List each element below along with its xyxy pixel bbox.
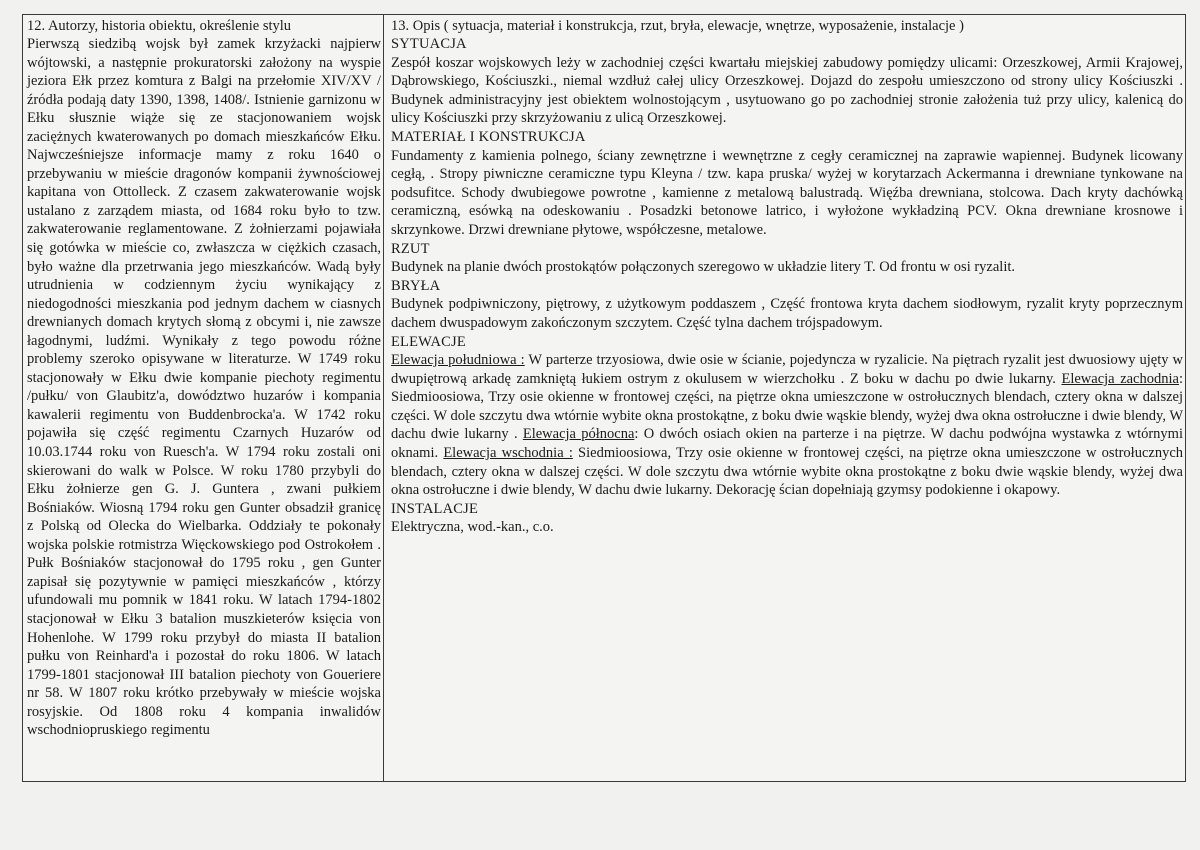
elevation-east-text: Siedmioosiowa, Trzy osie okienne w frontowej części, na piętrze okna umieszczone w ostrołucznych blendach, cztery okna w dalszej części. W dole szczytu dwa wtórnie wybite okna prostokątne z boku dwie wąskie blendy, wyżej dwa okna ostrołuczne i dwie blendy, W dachu dwie lukarny. Dekorację ścian dopełniają gzymsy podokienne i okapowy.	[391, 445, 1184, 499]
section-title-rzut: RZUT	[391, 240, 430, 257]
elevation-south-text: W parterze trzyosiowa, dwie osie w ścianie, pojedyncza w ryzalicie. Na piętrach ryzalit jest dwuosiowy ujęty w dwupiętrową arkadę zamkniętą łukiem ostrym z okulusem w wierzchołku . Z boku w dachu po dwie lukarny.	[391, 352, 1183, 387]
history-heading: 12. Autorzy, historia obiektu, określenie stylu	[27, 18, 292, 34]
elevation-north-label: Elewacja północna	[522, 426, 635, 443]
elevation-north-text: : O dwóch osiach okien na parterze i na piętrze. W dachu podwójna wystawka z wtórnymi oknami.	[391, 426, 1183, 462]
section-title-instalacje: INSTALACJE	[391, 500, 479, 517]
form-sheet	[22, 14, 1186, 782]
history-text: Pierwszą siedzibą wojsk był zamek krzyżacki najpierw wójtowski, a następnie prokuratorski założony na wyspie jeziora Ełk przez komtura z Balgi na przełomie XIV/XV / źródła podają daty 1390, 1398, 1408/. Istnienie garnizonu w Ełku słusznie wiąże się ze stacjonowaniem wojsk zaciężnych kwaterowanych po domach mieszkańców Ełku. Najwcześniejsze informacje mamy z roku 1640 o przebywaniu w mieście dragonów kompanii żywnościowej kapitana von Ottolleck. Z czasem zakwaterowanie wojsk ustalano z zarządem miasta, od 1684 roku było to tzw. zakwaterowanie reglamentowane. Z żołnierzami pojawiała się gotówka w mieście co, zwłaszcza w ciężkich czasach, było ważne dla przetrwania jego mieszkańców. Wadą były utrudnienia w codziennym życiu wynikający z niedogodności mieszkania pod jednym dachem w ciasnych drewnianych domach krytych słomą z obcymi i, nie zawsze łagodnymi, ludźmi. Wynikały z tego powodu różne problemy szeroko opisywane w literaturze. W 1749 roku stacjonowały w Ełku dwie kompanie piechoty regimentu /pułku/ von Glaubitz'a, dowództwo huzarów i kompania kawalerii regimentu von Buddenbrocka'a. W 1742 roku pojawiła się część regimentu Czarnych Huzarów od 10.03.1744 roku von Ruesch'a. W 1794 roku zostali oni skierowani do walk w Polsce. W roku 1780 przybyli do Ełku żołnierze gen G. J. Guntera , zwani pułkiem Bośniaków. Wiosną 1794 roku gen Gunter obsadził granicę z Polską od Olecka do Wielbarka. Oddziały te pokonały wojska polskie rotmistrza Więckowskiego pod Ostrokołem . Pułk Bośniaków stacjonował do 1795 roku , gen Gunter zapisał się pozytywnie w pamięci mieszkańców , którzy ufundowali mu pomnik w 1841 roku. W latach 1794-1802 stacjonował w Ełku 3 batalion muszkieterów księcia von Hohenlohe. W 1799 roku przybył do miasta II batalion pułku von Reinhard'a i pozostał do roku 1806. W latach 1799-1801 stacjonował III batalion piechoty von Goueriere nr 58. W 1807 roku krótko przebywały w mieście wojska rosyjskie. Od 1808 roku 4 kompania inwalidów wschodniopruskiego regimentu	[27, 36, 381, 739]
elevation-south-label: Elewacja południowa :	[391, 352, 525, 369]
section-text-instalacje: Elektryczna, wod.-kan., c.o.	[391, 519, 554, 536]
section-text-sytuacja: Zespół koszar wojskowych leży w zachodniej części kwartału miejskiej zabudowy pomiędzy ulicami: Orzeszkowej, Armii Krajowej, Dąbrowskiego, Kościuszki., niemal wzdłuż całej ulicy Orzeszkowej. Dojazd do zespołu umieszczono od strony ulicy Kościuszki . Budynek administracyjny jest obiektem wolnostojącym , usytuowano go po zachodniej stronie założenia tuż przy ulicy, kalenicą do ulicy Kościuszki przy skrzyżowaniu z ulicą Orzeszkowej.	[391, 54, 1183, 127]
section-title-elewacje: ELEWACJE	[391, 333, 466, 350]
elevation-west-label: Elewacja zachodnia	[1061, 370, 1179, 387]
section-title-material: MATERIAŁ I KONSTRUKCJA	[391, 128, 586, 145]
section-text-bryla: Budynek podpiwniczony, piętrowy, z użytkowym poddaszem , Część frontowa kryta dachem siodłowym, ryzalit kryty poprzecznym dachem dwuspadowym zakończonym szczytem. Część tylna dachem trójspadowym.	[391, 296, 1183, 331]
description-heading: 13. Opis ( sytuacja, materiał i konstrukcja, rzut, bryła, elewacje, wnętrze, wyposażenie, instalacje )	[391, 18, 964, 34]
section-text-elewacje	[391, 351, 1183, 500]
elevation-west-text: : Siedmioosiowa, Trzy osie okienne w frontowej części, na piętrze okna umieszczone w ostrołucznych blendach, cztery okna w dalszej części. W dole szczytu dwa wtórnie wybite okna prostokątne, z boku dwie wąskie blendy, wyżej dwa okna ostrołuczne i dwie blendy, W dachu dwie lukarny .	[391, 370, 1183, 443]
section-text-material: Fundamenty z kamienia polnego, ściany zewnętrzne i wewnętrzne z cegły ceramicznej na zaprawie wapiennej. Budynek licowany cegłą, . Stropy piwniczne ceramiczne typu Kleyna / tzw. kapa pruska/ wyżej w korytarzach Ackermanna i drewniane tynkowane na podsufitce. Schody dwubiegowe powrotne , kamienne z metalową balustradą. Więźba drewniana, stolcowa. Dach kryty dachówką ceramiczną, esówką na odeskowaniu . Posadzki betonowe latrico, i wyłożone wykładziną PCV. Okna drewniane krosnowe i skrzynkowe. Drzwi drewniane płytowe, współczesne, metalowe.	[391, 147, 1183, 238]
section-title-bryla: BRYŁA	[391, 277, 441, 294]
section-title-sytuacja: SYTUACJA	[391, 36, 467, 52]
history-column	[23, 15, 384, 781]
description-column	[385, 15, 1185, 781]
section-text-rzut: Budynek na planie dwóch prostokątów połączonych szeregowo w układzie litery T. Od frontu w osi ryzalit.	[391, 259, 1016, 276]
elevation-east-label: Elewacja wschodnia :	[443, 445, 573, 462]
